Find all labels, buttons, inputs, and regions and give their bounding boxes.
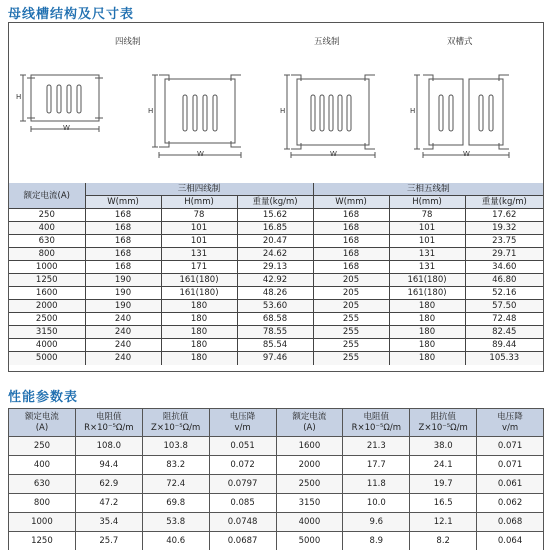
- table-row: [9, 494, 544, 513]
- table-cell: 5000: [276, 532, 343, 550]
- table-cell: 240: [85, 313, 161, 326]
- table-cell: 1600: [276, 437, 343, 456]
- table-cell: 168: [85, 235, 161, 248]
- table-cell: 53.60: [237, 300, 313, 313]
- table-row: [9, 300, 543, 313]
- table-cell: 240: [85, 339, 161, 352]
- four-wire-drawing-1: [20, 75, 103, 132]
- table-cell: 16.85: [237, 222, 313, 235]
- table-cell: 3150: [9, 326, 85, 339]
- table-cell: 35.4: [75, 513, 142, 532]
- table-cell: 17.62: [465, 209, 543, 222]
- header-w-4: W(mm): [85, 196, 161, 209]
- table-cell: 250: [9, 209, 85, 222]
- table-cell: 5000: [9, 352, 85, 365]
- table-cell: 0.064: [477, 532, 544, 550]
- perf-header-line: (A): [303, 422, 316, 433]
- section-title-structure: 母线槽结构及尺寸表: [8, 7, 135, 22]
- table-cell: 0.085: [209, 494, 276, 513]
- table-cell: 16.5: [410, 494, 477, 513]
- table-cell: 168: [85, 222, 161, 235]
- table-cell: 69.8: [142, 494, 209, 513]
- header-weight-4: 重量(kg/m): [237, 196, 313, 209]
- cross-section-drawings: [9, 23, 543, 183]
- perf-header-cell: [343, 409, 410, 437]
- table-cell: 48.26: [237, 287, 313, 300]
- table-row: [9, 437, 544, 456]
- table-cell: 168: [313, 222, 389, 235]
- label-double-trough: 双槽式: [447, 37, 473, 47]
- table-cell: 205: [313, 287, 389, 300]
- perf-header-line: 阻抗值: [162, 411, 189, 422]
- table-cell: 0.0748: [209, 513, 276, 532]
- perf-header-line: 电压降: [229, 411, 256, 422]
- table-cell: 57.50: [465, 300, 543, 313]
- table-cell: 180: [389, 339, 465, 352]
- table-cell: 400: [9, 456, 76, 475]
- table-row: [9, 261, 543, 274]
- performance-table-body: [9, 437, 544, 550]
- table-cell: 180: [161, 300, 237, 313]
- table-cell: 72.48: [465, 313, 543, 326]
- table-cell: 161(180): [161, 287, 237, 300]
- table-cell: 2000: [276, 456, 343, 475]
- table-cell: 1000: [9, 513, 76, 532]
- label-five-wire: 五线制: [314, 37, 340, 47]
- structure-frame: [8, 22, 544, 372]
- table-cell: 72.4: [142, 475, 209, 494]
- table-cell: 83.2: [142, 456, 209, 475]
- perf-header-line: R×10⁻⁵Ω/m: [351, 422, 401, 433]
- table-row: [9, 532, 544, 550]
- table-cell: 190: [85, 287, 161, 300]
- table-cell: 101: [161, 222, 237, 235]
- table-cell: 180: [161, 313, 237, 326]
- table-cell: 21.3: [343, 437, 410, 456]
- table-cell: 29.13: [237, 261, 313, 274]
- table-cell: 255: [313, 326, 389, 339]
- table-cell: 4000: [276, 513, 343, 532]
- table-cell: 0.0797: [209, 475, 276, 494]
- table-row: [9, 248, 543, 261]
- label-four-wire: 四线制: [115, 37, 141, 47]
- table-cell: 255: [313, 313, 389, 326]
- dim-w-4: W: [463, 150, 470, 158]
- four-wire-drawing-2: [152, 75, 241, 158]
- table-cell: 168: [313, 248, 389, 261]
- table-cell: 250: [9, 437, 76, 456]
- dim-h-4: H: [410, 107, 416, 115]
- header-weight-5: 重量(kg/m): [465, 196, 543, 209]
- perf-header-cell: [142, 409, 209, 437]
- table-row: [9, 287, 543, 300]
- table-row: [9, 456, 544, 475]
- table-cell: 2500: [276, 475, 343, 494]
- perf-header-line: 阻抗值: [430, 411, 456, 422]
- table-cell: 180: [389, 300, 465, 313]
- table-cell: 23.75: [465, 235, 543, 248]
- table-row: [9, 475, 544, 494]
- table-cell: 2000: [9, 300, 85, 313]
- table-cell: 8.2: [410, 532, 477, 550]
- table-cell: 0.061: [477, 475, 544, 494]
- table-cell: 180: [389, 313, 465, 326]
- dim-w-1: W: [63, 124, 70, 132]
- dimension-table: [9, 183, 543, 365]
- table-cell: 78: [161, 209, 237, 222]
- perf-header-cell: [276, 409, 343, 437]
- perf-header-line: (A): [35, 422, 49, 433]
- perf-header-line: 额定电流: [292, 411, 327, 422]
- header-h-4: H(mm): [161, 196, 237, 209]
- table-cell: 255: [313, 352, 389, 365]
- table-cell: 0.0687: [209, 532, 276, 550]
- table-cell: 168: [85, 261, 161, 274]
- table-cell: 103.8: [142, 437, 209, 456]
- table-cell: 40.6: [142, 532, 209, 550]
- table-cell: 180: [389, 352, 465, 365]
- table-cell: 17.7: [343, 456, 410, 475]
- table-cell: 24.1: [410, 456, 477, 475]
- five-wire-drawing: [284, 75, 375, 158]
- header-w-5: W(mm): [313, 196, 389, 209]
- table-cell: 1000: [9, 261, 85, 274]
- table-cell: 168: [313, 261, 389, 274]
- table-cell: 131: [389, 248, 465, 261]
- table-cell: 400: [9, 222, 85, 235]
- table-cell: 94.4: [75, 456, 142, 475]
- perf-header-cell: [75, 409, 142, 437]
- dimension-table-body: [9, 209, 543, 365]
- table-cell: 47.2: [75, 494, 142, 513]
- table-cell: 85.54: [237, 339, 313, 352]
- table-cell: 101: [161, 235, 237, 248]
- table-cell: 168: [313, 235, 389, 248]
- table-cell: 180: [161, 326, 237, 339]
- table-cell: 25.7: [75, 532, 142, 550]
- table-cell: 4000: [9, 339, 85, 352]
- table-cell: 161(180): [389, 274, 465, 287]
- table-cell: 630: [9, 475, 76, 494]
- dim-h-1: H: [16, 93, 22, 101]
- table-cell: 105.33: [465, 352, 543, 365]
- table-cell: 0.068: [477, 513, 544, 532]
- table-cell: 12.1: [410, 513, 477, 532]
- table-row: [9, 339, 543, 352]
- dim-w-3: W: [330, 150, 337, 158]
- drawings-area: [9, 23, 543, 183]
- table-cell: 800: [9, 494, 76, 513]
- table-cell: 171: [161, 261, 237, 274]
- table-cell: 9.6: [343, 513, 410, 532]
- table-cell: 24.62: [237, 248, 313, 261]
- table-cell: 1600: [9, 287, 85, 300]
- table-cell: 161(180): [161, 274, 237, 287]
- perf-header-cell: [9, 409, 76, 437]
- table-cell: 205: [313, 300, 389, 313]
- table-cell: 240: [85, 352, 161, 365]
- table-cell: 68.58: [237, 313, 313, 326]
- dim-h-2: H: [148, 107, 154, 115]
- perf-header-line: v/m: [234, 422, 251, 433]
- table-row: [9, 222, 543, 235]
- table-cell: 3150: [276, 494, 343, 513]
- perf-header-line: 电压降: [497, 411, 523, 422]
- table-cell: 240: [85, 326, 161, 339]
- dim-h-3: H: [280, 107, 286, 115]
- table-cell: 62.9: [75, 475, 142, 494]
- table-cell: 0.062: [477, 494, 544, 513]
- table-cell: 2500: [9, 313, 85, 326]
- table-cell: 10.0: [343, 494, 410, 513]
- header-three-phase-four-wire: 三相四线制: [85, 183, 313, 196]
- perf-header-line: 额定电流: [24, 411, 59, 422]
- header-rated-current: 额定电流(A): [9, 183, 85, 209]
- table-row: [9, 209, 543, 222]
- table-cell: 42.92: [237, 274, 313, 287]
- table-cell: 205: [313, 274, 389, 287]
- table-cell: 0.051: [209, 437, 276, 456]
- table-cell: 180: [389, 326, 465, 339]
- table-cell: 131: [389, 261, 465, 274]
- table-cell: 97.46: [237, 352, 313, 365]
- dim-w-2: W: [197, 150, 204, 158]
- table-cell: 131: [161, 248, 237, 261]
- perf-header-line: Z×10⁻⁵Ω/m: [418, 422, 468, 433]
- table-cell: 0.071: [477, 456, 544, 475]
- table-row: [9, 235, 543, 248]
- table-cell: 190: [85, 274, 161, 287]
- table-cell: 19.7: [410, 475, 477, 494]
- performance-table: [8, 408, 544, 550]
- table-cell: 8.9: [343, 532, 410, 550]
- table-cell: 255: [313, 339, 389, 352]
- table-cell: 52.16: [465, 287, 543, 300]
- header-three-phase-five-wire: 三相五线制: [313, 183, 543, 196]
- table-cell: 0.071: [477, 437, 544, 456]
- table-cell: 38.0: [410, 437, 477, 456]
- table-cell: 630: [9, 235, 85, 248]
- table-row: [9, 313, 543, 326]
- table-cell: 0.072: [209, 456, 276, 475]
- perf-header-line: 电阻值: [96, 411, 122, 422]
- header-h-5: H(mm): [389, 196, 465, 209]
- table-cell: 11.8: [343, 475, 410, 494]
- table-cell: 82.45: [465, 326, 543, 339]
- table-row: [9, 513, 544, 532]
- table-row: [9, 326, 543, 339]
- table-cell: 19.32: [465, 222, 543, 235]
- table-cell: 180: [161, 339, 237, 352]
- perf-header-cell: [410, 409, 477, 437]
- table-cell: 89.44: [465, 339, 543, 352]
- perf-header-line: 电阻值: [363, 411, 390, 422]
- table-cell: 1250: [9, 532, 76, 550]
- table-cell: 20.47: [237, 235, 313, 248]
- double-trough-drawing: [414, 75, 509, 158]
- table-cell: 108.0: [75, 437, 142, 456]
- perf-header-cell: [477, 409, 544, 437]
- table-cell: 29.71: [465, 248, 543, 261]
- table-cell: 53.8: [142, 513, 209, 532]
- table-cell: 101: [389, 222, 465, 235]
- perf-header-line: Z×10⁻⁵Ω/m: [151, 422, 201, 433]
- table-cell: 46.80: [465, 274, 543, 287]
- table-cell: 78.55: [237, 326, 313, 339]
- table-cell: 800: [9, 248, 85, 261]
- perf-header-line: v/m: [501, 422, 519, 433]
- section-title-performance: 性能参数表: [8, 390, 79, 405]
- table-cell: 168: [85, 248, 161, 261]
- table-cell: 161(180): [389, 287, 465, 300]
- performance-table-header: [9, 409, 544, 437]
- table-cell: 34.60: [465, 261, 543, 274]
- table-cell: 1250: [9, 274, 85, 287]
- table-cell: 180: [161, 352, 237, 365]
- table-cell: 190: [85, 300, 161, 313]
- table-cell: 78: [389, 209, 465, 222]
- perf-header-cell: [209, 409, 276, 437]
- table-row: [9, 274, 543, 287]
- table-row: [9, 352, 543, 365]
- table-cell: 168: [85, 209, 161, 222]
- table-cell: 15.62: [237, 209, 313, 222]
- table-cell: 168: [313, 209, 389, 222]
- perf-header-line: R×10⁻⁵Ω/m: [84, 422, 134, 433]
- table-cell: 101: [389, 235, 465, 248]
